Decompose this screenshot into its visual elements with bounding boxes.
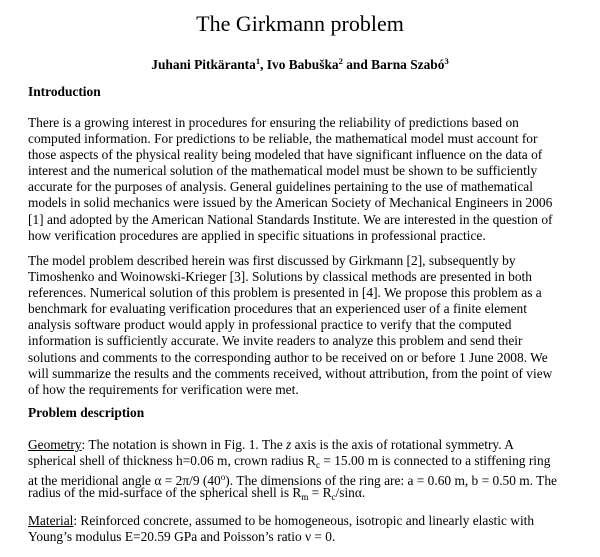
text-run: at the meridional angle α = 2π/9 (40: [28, 473, 221, 489]
text-line: computed information. For predictions to be reliable, the mathematical model must account for: [28, 131, 538, 147]
affiliation-mark: 2: [338, 56, 343, 66]
material-label: Material: [28, 513, 74, 528]
affiliation-mark: 3: [444, 56, 449, 66]
text-line: will summarize the results and the comments received, without attribution, from the point of view: [28, 365, 553, 381]
introduction-paragraph-1: [28, 115, 576, 244]
text-line: those aspects of the physical reality being modeled that have significant influence on the data of: [28, 147, 543, 163]
author-separator: and: [342, 57, 372, 72]
text-line: [28, 453, 576, 469]
text-run: ). The dimensions of the ring are: a = 0.60 m, b = 0.50 m. The: [225, 473, 557, 489]
text-line: analysis software product would apply in professional practice to verify that the computed: [28, 317, 512, 333]
text-line: Young’s modulus E=20.59 GPa and Poisson’s ratio ν = 0.: [28, 529, 336, 545]
text-line: [28, 469, 576, 489]
text-line: Timoshenko and Woinowski-Krieger [3]. Solutions by classical methods are presented in both: [28, 269, 532, 285]
text-line: solutions and comments to the corresponding author to be received on or before 1 June 2008. We: [28, 349, 548, 365]
subscript: m: [301, 492, 309, 503]
text-line: [1] and adopted by the American National Standards Institute. We are interested in the question of: [28, 211, 553, 227]
text-line: references. Numerical solution of this problem is presented in [4]. We propose this problem as a: [28, 285, 542, 301]
affiliation-mark: 1: [255, 56, 261, 66]
math-symbol: z: [286, 437, 292, 452]
text-line: [28, 437, 576, 453]
text-line: There is a growing interest in procedures for ensuring the reliability of predictions based on: [28, 115, 519, 130]
text-run: radius of the mid-surface of the spherical shell is R: [28, 485, 302, 501]
introduction-paragraph-2: [28, 253, 576, 398]
text-line: models in solid mechanics were issued by the American Society of Mechanical Engineers in 2006: [28, 195, 553, 211]
author-name: Ivo Babuška: [266, 57, 339, 72]
paper-title: The Girkmann problem: [196, 11, 404, 36]
text-line: benchmark for evaluating verification procedures that an experienced user of a finite element: [28, 301, 527, 317]
text-line: accurate for the purposes of analysis. General guidelines pertaining to the use of mathematical: [28, 179, 533, 195]
text-run: : Reinforced concrete, assumed to be homogeneous, isotropic and linearly elastic with: [73, 513, 535, 528]
text-run: axis is the axis of rotational symmetry. A: [291, 437, 514, 452]
text-line: The model problem described herein was first discussed by Girkmann [2], subsequently by: [28, 253, 516, 268]
text-line: interest and the numerical solution of the mathematical model must be shown to be sufficiently: [28, 163, 538, 179]
author-name: Juhani Pitkäranta: [151, 57, 256, 72]
subscript: c: [315, 460, 320, 471]
material-paragraph: [28, 513, 576, 545]
text-run: = 15.00 m is connected to a stiffening ring: [319, 453, 551, 469]
text-run: /sinα.: [335, 485, 366, 501]
text-run: = R: [308, 485, 332, 501]
text-line: of how the requirements for verification were met.: [28, 381, 299, 397]
section-heading-problem-description: Problem description: [28, 405, 145, 420]
author-line: [0, 53, 600, 73]
subscript: c: [331, 492, 336, 503]
text-line: information is sufficiently accurate. We invite readers to analyze this problem and send their: [28, 333, 523, 349]
author-separator: ,: [260, 57, 267, 72]
text-run: : The notation is shown in Fig. 1. The: [81, 437, 287, 452]
text-line: [28, 513, 576, 529]
geometry-label: Geometry: [28, 437, 82, 452]
author-name: Barna Szabó: [371, 57, 445, 72]
text-run: spherical shell of thickness h=0.06 m, crown radius R: [28, 453, 316, 469]
text-line: how verification procedures are applied in specific situations in professional practice.: [28, 227, 486, 243]
superscript: o: [220, 472, 226, 483]
section-heading-introduction: Introduction: [28, 84, 101, 99]
geometry-paragraph: [28, 437, 576, 501]
